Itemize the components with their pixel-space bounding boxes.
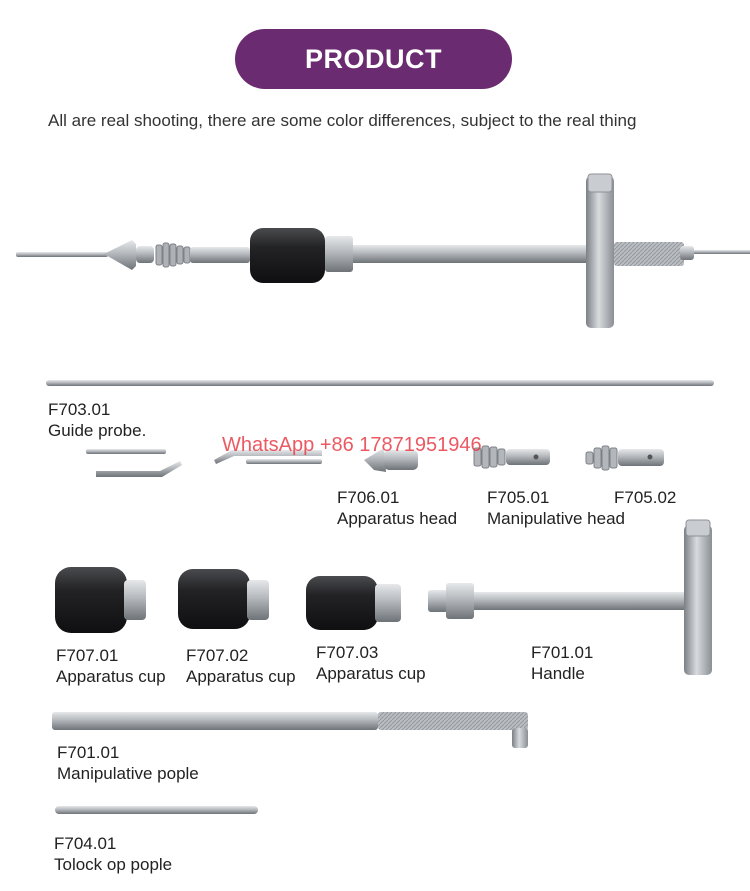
- apparatus-cup-f70701: [55, 567, 146, 633]
- guide-probe-rod: [46, 380, 714, 386]
- assembled-instrument: [16, 174, 750, 328]
- tolock-op-pople-f70401: [55, 806, 258, 814]
- product-name: Manipulative head: [487, 509, 625, 528]
- apparatus-cup-f70703: [306, 576, 401, 630]
- product-code: F705.01: [487, 488, 550, 507]
- label-f70401: [54, 833, 172, 875]
- label-f70702: [186, 645, 296, 687]
- product-name: Apparatus cup: [186, 667, 296, 686]
- product-title: PRODUCT: [305, 43, 442, 74]
- manipulative-head-f70502: [586, 446, 664, 470]
- product-code: F707.03: [316, 643, 379, 662]
- product-name: Apparatus head: [337, 509, 458, 528]
- product-name: Handle: [531, 664, 585, 683]
- product-name: Tolock op pople: [54, 855, 173, 874]
- product-code: F707.02: [186, 646, 249, 665]
- product-name: Manipulative pople: [57, 764, 199, 783]
- product-code: F707.01: [56, 646, 119, 665]
- label-f70701: [56, 645, 166, 687]
- label-f70101-pople: [57, 742, 199, 784]
- label-f70703: [316, 642, 426, 684]
- product-code: F701.01: [531, 643, 594, 662]
- label-f70601: [337, 487, 457, 529]
- product-code: F705.02: [614, 488, 677, 507]
- product-name: Guide probe.: [48, 421, 147, 440]
- label-f70501: [487, 487, 625, 529]
- product-code: F701.01: [57, 743, 120, 762]
- product-code: F703.01: [48, 400, 111, 419]
- whatsapp-watermark: WhatsApp +86 17871951946: [222, 434, 482, 456]
- apparatus-cup-f70702: [178, 569, 269, 629]
- label-f70502: [614, 487, 676, 508]
- subtitle-note: All are real shooting, there are some color differences, subject to the real thing: [48, 111, 637, 130]
- product-code: F706.01: [337, 488, 400, 507]
- product-name: Apparatus cup: [316, 664, 426, 683]
- manipulative-head-f70501: [474, 446, 550, 468]
- product-code: F704.01: [54, 834, 117, 853]
- label-f70101-handle: [531, 642, 593, 684]
- product-name: Apparatus cup: [56, 667, 166, 686]
- label-f70301: [48, 399, 146, 441]
